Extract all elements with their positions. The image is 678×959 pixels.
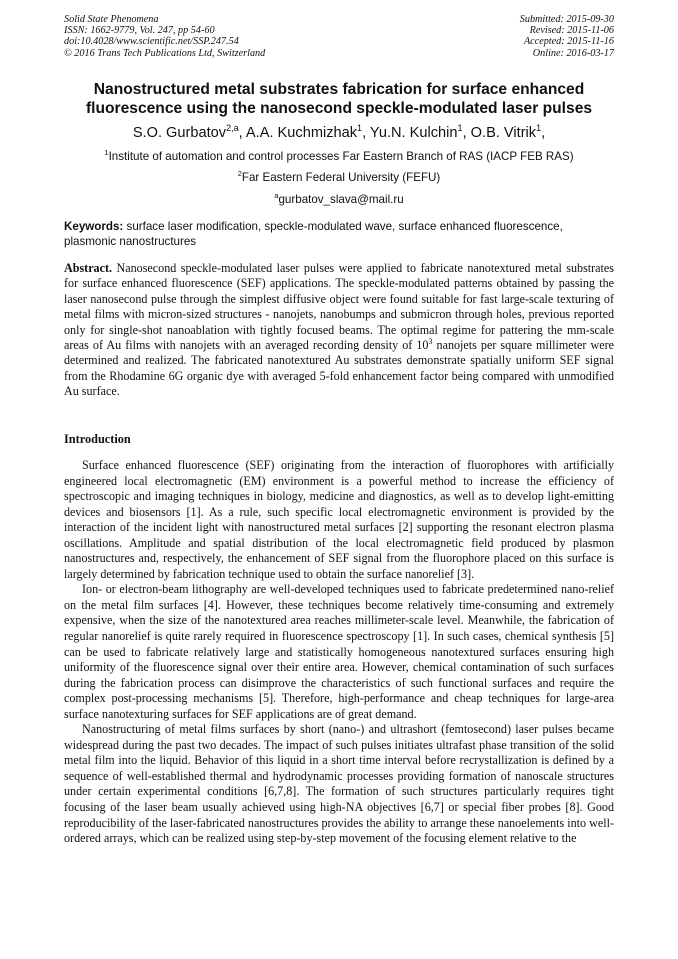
date-online: Online: 2016-03-17 — [532, 47, 614, 59]
author-list — [40, 124, 638, 142]
author-name: A.A. Kuchmizhak — [245, 125, 358, 141]
abstract-label: Abstract. — [64, 261, 113, 275]
title-line-1: Nanostructured metal substrates fabrication for surface enhanced — [93, 81, 585, 98]
date-accepted: Accepted: 2015-11-16 — [523, 36, 614, 48]
date-revised: Revised: 2015-11-06 — [529, 25, 614, 37]
section-heading: Introduction — [64, 432, 131, 446]
keywords-label: Keywords: — [64, 220, 124, 233]
journal-issn: ISSN: 1662-9779, Vol. 247, pp 54-60 — [64, 25, 215, 37]
keywords-text: surface laser modification, speckle-modulated wave, surface enhanced fluorescence, plasmonic nanostructures — [64, 220, 563, 248]
affiliation-mark: 1 — [104, 148, 109, 157]
author-separator: , — [238, 125, 246, 141]
date-submitted: Submitted: 2015-09-30 — [519, 14, 614, 25]
abstract-text: Nanosecond speckle-modulated laser pulses were applied to fabricate nanotextured metal substrates for surface enhanced fluorescence (SEF) applications. The speckle-modulated patterns obtained by passing the laser nanosecond pulse through the simplest diffusive object were found suitable for fast large-scale texturing of metal films with micron-sized structures - nanojets, nanobumps and submicron through holes, previous reported only for single-shot nanoablation with tightly focused beams. The optimal regime for pattering the mm-scale areas of Au films with nanojets with an averaged recording density of 10 — [64, 261, 614, 353]
abstract-text-continued: nanojets per square millimeter were determined and realized. The fabricated nanotextured Au substrates demonstrate spatially uniform SEF signal from the Rhodamine 6G organic dye with averaged 5-fold enhancement factor being compared with unmodified Au surface. — [64, 338, 614, 399]
paragraph: Ion- or electron-beam lithography are well-developed techniques used to fabricate predetermined nano-relief on the metal film surfaces [4]. However, these techniques become relatively time-consuming and extremely expensive, when the size of the nanotextured area reaches millimeter-scale level. Meanwhile, the fabrication of regular nanorelief is quite rarely required in fluorescence spectroscopy [1]. In such cases, chemical synthesis [5] can be used to fabricate relatively large and statistically homogeneous nanotextured surfaces ensuring high uniformity of the fluorescence signal over their entire area. However, chemical contamination of such surfaces during the fabrication process can disimprove the characteristics of such functional surfaces and require the complex post-processing mechanisms [5]. Therefore, high-performance and cheap techniques for large-area surface nanotexturing surfaces for SEF applications are of great demand. — [64, 582, 614, 721]
affiliation-text: Institute of automation and control processes Far Eastern Branch of RAS (IACP FEB RAS) — [108, 150, 574, 163]
paper-title — [40, 80, 638, 118]
author-affiliation-mark: 1 — [536, 123, 542, 133]
paragraph: Surface enhanced fluorescence (SEF) originating from the interaction of fluorophores with artificially engineered local electromagnetic (EM) environment is a powerful method to increase the efficiency of spectroscopic and imaging techniques in biology, medicine and diagnostics, as well as to develop light-emitting devices and biosensors [1]. As a rule, such specific local electromagnetic environment is provided by the interaction of the incident light with nanostructured metal surfaces [2] supporting the resonant electron plasma oscillations. Amplitude and spatial distribution of the local electromagnetic field produced by plasmon nanostructures and, respectively, the enhancement of SEF signal from the fluorophore placed on this surface is largely determined by fabrication technique used to obtain the surface nanorelief [3]. — [64, 458, 614, 581]
journal-doi: doi:10.4028/www.scientific.net/SSP.247.54 — [64, 36, 239, 48]
affiliation-mark: 2 — [237, 169, 242, 178]
affiliation-1 — [40, 150, 638, 164]
author-name: O.B. Vitrik — [470, 125, 537, 141]
abstract-block — [64, 261, 614, 400]
email-text: gurbatov_slava@mail.ru — [278, 193, 404, 206]
author-name: Yu.N. Kulchin — [369, 125, 458, 141]
abstract-exponent: 3 — [428, 337, 433, 347]
author-name: S.O. Gurbatov — [132, 125, 227, 141]
author-affiliation-mark: 1 — [457, 123, 463, 133]
journal-header-left — [64, 14, 265, 59]
journal-header-right — [520, 14, 614, 59]
corresponding-email — [40, 193, 638, 207]
keywords-block — [64, 219, 614, 249]
affiliation-2 — [40, 171, 638, 185]
author-separator: , — [362, 125, 370, 141]
email-mark: a — [274, 191, 279, 200]
body-text — [64, 458, 614, 847]
title-line-2: fluorescence using the nanosecond speckle-modulated laser pulses — [85, 100, 593, 117]
author-affiliation-mark: 1 — [357, 123, 363, 133]
author-affiliation-mark: 2,a — [226, 123, 239, 133]
affiliation-text: Far Eastern Federal University (FEFU) — [241, 171, 441, 184]
author-separator: , — [462, 125, 471, 141]
paragraph: Nanostructuring of metal films surfaces by short (nano-) and ultrashort (femtosecond) laser pulses became widespread during the past two decades. The impact of such pulses initiates ultrafast phase transition of the solid metal film into the liquid. Behavior of this liquid in a short time interval before recrystallization is defined by a sequence of well-established thermal and hydrodynamic processes providing formation of nanoscale structures under certain experimental conditions [6,7,8]. The formation of such structures particularly requires tight focusing of the laser beam usually achieved using high-NA objectives [6,7] or special fiber probes [8]. Good reproducibility of the laser-fabricated nanostructures provides the ability to arrange these nanoelements into well-ordered arrays, which can be realized using step-by-step movement of the focusing element relative to the — [64, 722, 614, 846]
journal-name: Solid State Phenomena — [64, 14, 159, 25]
author-separator: , — [541, 125, 546, 141]
journal-copyright: © 2016 Trans Tech Publications Ltd, Switzerland — [64, 47, 266, 59]
